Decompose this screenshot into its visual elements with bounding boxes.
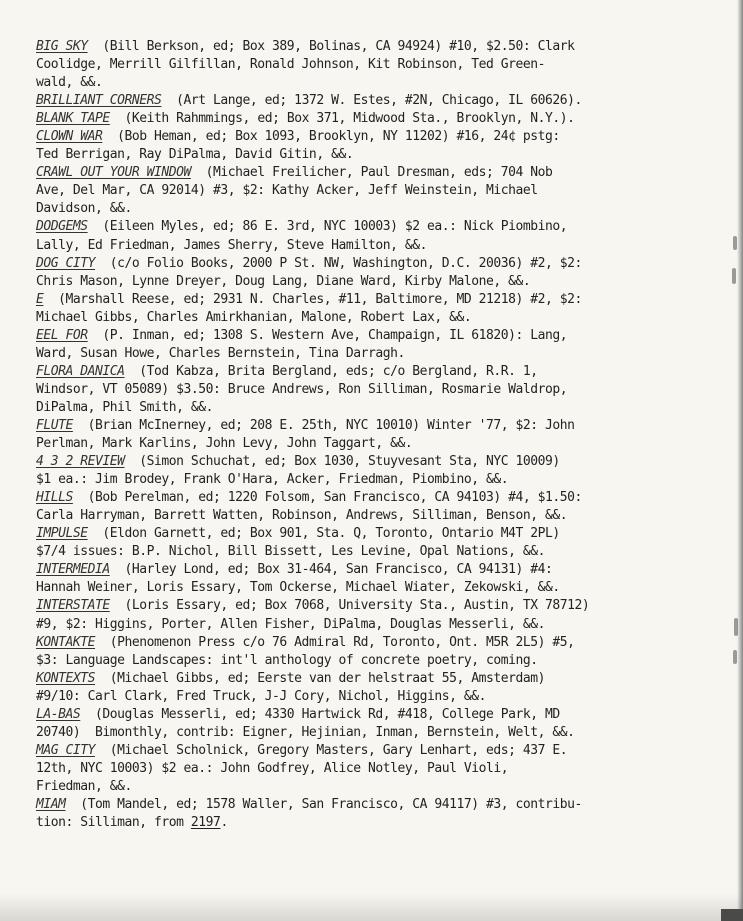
entry-text: (Michael Gibbs, ed; Eerste van der helstraat 55, Amsterdam) <box>95 670 545 686</box>
entry-text: (Simon Schuchat, ed; Box 1030, Stuyvesant Sta, NYC 10009) <box>124 454 560 470</box>
listing-entry <box>36 38 726 92</box>
magazine-title: BRILLIANT CORNERS <box>36 93 162 109</box>
entry-line <box>36 814 726 832</box>
entry-line <box>36 399 726 417</box>
listing-entry <box>36 110 726 128</box>
entry-line <box>36 796 726 814</box>
entry-line <box>36 381 726 399</box>
entry-text: DiPalma, Phil Smith, &&. <box>36 399 214 415</box>
entry-text: . <box>220 815 228 831</box>
entry-line <box>36 255 726 273</box>
magazine-title: IMPULSE <box>36 526 88 542</box>
entry-text: (Eldon Garnett, ed; Box 901, Sta. Q, Toronto, Ontario M4T 2PL) <box>87 526 560 542</box>
page-corner-shadow <box>721 909 743 921</box>
entry-line <box>36 525 726 543</box>
magazine-title: DODGEMS <box>36 219 88 235</box>
entry-line <box>36 417 726 435</box>
page-bottom-shadow <box>0 893 743 921</box>
entry-text: Ted Berrigan, Ray DiPalma, David Gitin, &&. <box>36 147 354 163</box>
listing-entry <box>36 453 726 489</box>
listing-entry <box>36 128 726 164</box>
listing-entry <box>36 255 726 291</box>
entry-text: $3: Language Landscapes: int'l anthology of concrete poetry, coming. <box>36 652 538 668</box>
entry-text: Davidson, &&. <box>36 201 132 217</box>
entry-text: $7/4 issues: B.P. Nichol, Bill Bissett, Les Levine, Opal Nations, &&. <box>36 544 545 560</box>
entry-text: (Bob Heman, ed; Box 1093, Brooklyn, NY 11202) #16, 24¢ pstg: <box>102 129 560 145</box>
entry-text: (Bill Berkson, ed; Box 389, Bolinas, CA 94924) #10, $2.50: Clark <box>87 39 575 54</box>
entry-text: Coolidge, Merrill Gilfillan, Ronald Johnson, Kit Robinson, Ted Green- <box>36 57 545 73</box>
entry-text: Hannah Weiner, Loris Essary, Tom Ockerse, Michael Wiater, Zekowski, &&. <box>36 580 560 596</box>
listing-entry <box>36 561 726 597</box>
entry-line <box>36 634 726 652</box>
listing-entry <box>36 634 726 670</box>
entry-line <box>36 760 726 778</box>
listing-entry <box>36 706 726 742</box>
listing-entry <box>36 218 726 254</box>
entry-line <box>36 92 726 110</box>
entry-text: (c/o Folio Books, 2000 P St. NW, Washington, D.C. 20036) #2, $2: <box>95 255 582 271</box>
underlined-issue-number: 2197 <box>190 815 221 831</box>
magazine-title: INTERMEDIA <box>36 562 110 578</box>
entry-line <box>36 435 726 453</box>
entry-line <box>36 652 726 670</box>
entry-line <box>36 146 726 164</box>
listing-entry <box>36 796 726 832</box>
entry-line <box>36 110 726 128</box>
entry-text: (Michael Freilicher, Paul Dresman, eds; 704 Nob <box>190 165 553 181</box>
magazine-title: MAG CITY <box>36 742 96 758</box>
entry-line <box>36 164 726 182</box>
magazine-title: LA-BAS <box>36 706 81 722</box>
listing-entry <box>36 291 726 327</box>
entry-line <box>36 327 726 345</box>
listing-entry <box>36 670 726 706</box>
entry-text: #9/10: Carl Clark, Fred Truck, J-J Cory, Nichol, Higgins, &&. <box>36 688 486 704</box>
entry-line <box>36 345 726 363</box>
entry-line <box>36 579 726 597</box>
entry-line <box>36 507 726 525</box>
entry-text: (Phenomenon Press c/o 76 Admiral Rd, Toronto, Ont. M5R 2L5) #5, <box>95 634 575 650</box>
listing-entry <box>36 489 726 525</box>
entry-line <box>36 616 726 634</box>
entry-line <box>36 38 726 56</box>
entry-line <box>36 74 726 92</box>
entry-text: Chris Mason, Lynne Dreyer, Doug Lang, Diane Ward, Kirby Malone, &&. <box>36 273 531 289</box>
entry-text: (Brian McInerney, ed; 208 E. 25th, NYC 10010) Winter '77, $2: John <box>72 417 575 433</box>
entry-text: #9, $2: Higgins, Porter, Allen Fisher, DiPalma, Douglas Messerli, &&. <box>36 616 545 632</box>
margin-mark <box>732 268 736 284</box>
listing-entry <box>36 742 726 796</box>
magazine-title: KONTEXTS <box>36 670 96 686</box>
entry-text: 20740) Bimonthly, contrib: Eigner, Hejinian, Inman, Bernstein, Welt, &&. <box>36 724 575 740</box>
magazine-title: MIAM <box>36 796 66 812</box>
entry-line <box>36 670 726 688</box>
entry-line <box>36 56 726 74</box>
entry-line <box>36 128 726 146</box>
entry-text: $1 ea.: Jim Brodey, Frank O'Hara, Acker, Friedman, Piombino, &&. <box>36 472 509 488</box>
listing-entry <box>36 164 726 218</box>
entry-text: tion: Silliman, from <box>36 815 191 831</box>
entry-line <box>36 489 726 507</box>
magazine-title: 4 3 2 REVIEW <box>36 454 125 470</box>
entry-line <box>36 471 726 489</box>
listing-entry <box>36 417 726 453</box>
entry-line <box>36 309 726 327</box>
entry-line <box>36 291 726 309</box>
entry-text: (Bob Perelman, ed; 1220 Folsom, San Francisco, CA 94103) #4, $1.50: <box>72 490 582 506</box>
entry-line <box>36 597 726 615</box>
listing-entry <box>36 363 726 417</box>
entry-text: Friedman, &&. <box>36 778 132 794</box>
entry-line <box>36 273 726 291</box>
listing-entry <box>36 327 726 363</box>
magazine-title: EEL FOR <box>36 327 88 343</box>
entry-line <box>36 561 726 579</box>
listing-entry <box>36 92 726 110</box>
entry-text: (Keith Rahmmings, ed; Box 371, Midwood Sta., Brooklyn, N.Y.). <box>109 111 575 127</box>
entry-line <box>36 778 726 796</box>
entry-text: 12th, NYC 10003) $2 ea.: John Godfrey, Alice Notley, Paul Violi, <box>36 760 509 776</box>
entry-text: Perlman, Mark Karlins, John Levy, John Taggart, &&. <box>36 436 413 452</box>
magazine-title: KONTAKTE <box>36 634 96 650</box>
entry-text: Lally, Ed Friedman, James Sherry, Steve Hamilton, &&. <box>36 237 427 253</box>
magazine-title: INTERSTATE <box>36 598 110 614</box>
magazine-title: E <box>36 291 44 307</box>
magazine-title: BIG SKY <box>36 39 88 54</box>
listing-entry <box>36 597 726 633</box>
entry-text: Michael Gibbs, Charles Amirkhanian, Malone, Robert Lax, &&. <box>36 309 472 325</box>
entry-text: (P. Inman, ed; 1308 S. Western Ave, Champaign, IL 61820): Lang, <box>87 327 568 343</box>
magazine-title: CRAWL OUT YOUR WINDOW <box>36 165 191 181</box>
page-right-edge <box>737 0 743 921</box>
entry-line <box>36 237 726 255</box>
entry-text: (Tom Mandel, ed; 1578 Waller, San Francisco, CA 94117) #3, contribu- <box>65 796 582 812</box>
entry-line <box>36 706 726 724</box>
entry-line <box>36 742 726 760</box>
entry-text: (Tod Kabza, Brita Bergland, eds; c/o Bergland, R.R. 1, <box>124 363 538 379</box>
listing-entry <box>36 525 726 561</box>
entry-line <box>36 724 726 742</box>
entry-text: (Loris Essary, ed; Box 7068, University Sta., Austin, TX 78712) <box>109 598 590 614</box>
entry-text: wald, &&. <box>36 75 103 91</box>
entry-line <box>36 363 726 381</box>
entry-line <box>36 453 726 471</box>
entry-text: (Michael Scholnick, Gregory Masters, Gary Lenhart, eds; 437 E. <box>95 742 568 758</box>
entry-line <box>36 200 726 218</box>
entry-text: (Harley Lond, ed; Box 31-464, San Francisco, CA 94131) #4: <box>109 562 553 578</box>
entry-text: Carla Harryman, Barrett Watten, Robinson, Andrews, Silliman, Benson, &&. <box>36 508 568 524</box>
entry-text: (Douglas Messerli, ed; 4330 Hartwick Rd, #418, College Park, MD <box>80 706 560 722</box>
magazine-title: FLUTE <box>36 417 73 433</box>
magazine-title: DOG CITY <box>36 255 96 271</box>
entry-text: (Marshall Reese, ed; 2931 N. Charles, #11, Baltimore, MD 21218) #2, $2: <box>43 291 582 307</box>
entry-text: (Art Lange, ed; 1372 W. Estes, #2N, Chicago, IL 60626). <box>161 93 582 109</box>
listing-entries <box>36 38 726 832</box>
magazine-title: FLORA DANICA <box>36 363 125 379</box>
entry-line <box>36 182 726 200</box>
entry-text: Ward, Susan Howe, Charles Bernstein, Tina Darragh. <box>36 345 405 361</box>
entry-text: Windsor, VT 05089) $3.50: Bruce Andrews, Ron Silliman, Rosmarie Waldrop, <box>36 381 568 397</box>
magazine-title: HILLS <box>36 490 73 506</box>
magazine-title: CLOWN WAR <box>36 129 103 145</box>
entry-line <box>36 218 726 236</box>
entry-text: (Eileen Myles, ed; 86 E. 3rd, NYC 10003) $2 ea.: Nick Piombino, <box>87 219 568 235</box>
entry-text: Ave, Del Mar, CA 92014) #3, $2: Kathy Acker, Jeff Weinstein, Michael <box>36 183 538 199</box>
magazine-title: BLANK TAPE <box>36 111 110 127</box>
entry-line <box>36 688 726 706</box>
entry-line <box>36 543 726 561</box>
